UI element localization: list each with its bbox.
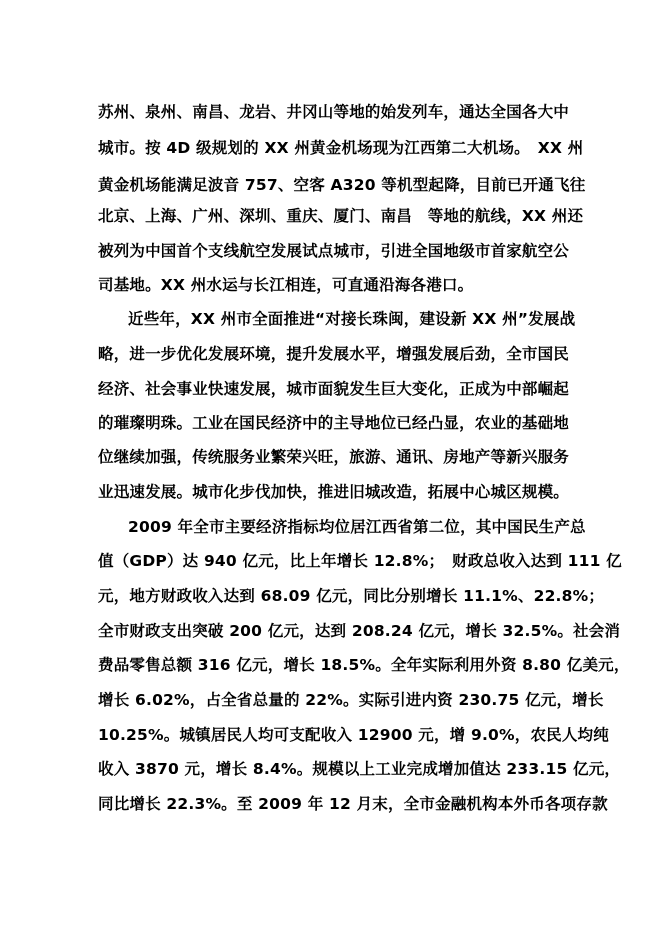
- text-line: 收入 3870 元，增长 8.4%。规模以上工业完成增加值达 233.15 亿元，: [98, 760, 621, 778]
- text-line: 全市财政支出突破 200 亿元，达到 208.24 亿元，增长 32.5%。社会消: [98, 622, 621, 640]
- text-line: 同比增长 22.3%。至 2009 年 12 月末，全市金融机构本外币各项存款: [98, 795, 608, 813]
- text-line: 被列为中国首个支线航空发展试点城市，引进全国地级市首家航空公: [98, 242, 570, 260]
- text-line: 费品零售总额 316 亿元，增长 18.5%。全年实际利用外资 8.80 亿美元，: [98, 656, 630, 674]
- text-line: 的璀璨明珠。工业在国民经济中的主导地位已经凸显，农业的基础地: [98, 414, 570, 432]
- text-line: 位继续加强，传统服务业繁荣兴旺，旅游、通讯、房地产等新兴服务: [98, 448, 570, 466]
- text-line: 经济、社会事业快速发展，城市面貌发生巨大变化，正成为中部崛起: [98, 380, 570, 398]
- text-line: 业迅速发展。城市化步伐加快，推进旧城改造，拓展中心城区规模。: [98, 483, 570, 501]
- paragraph-first-line: 近些年，XX 州市全面推进“对接长珠闽，建设新 XX 州”发展战: [128, 310, 576, 328]
- text-line: 苏州、泉州、南昌、龙岩、井冈山等地的始发列车，通达全国各大中: [98, 103, 570, 121]
- text-line: 城市。按 4D 级规划的 XX 州黄金机场现为江西第二大机场。 XX 州: [98, 139, 584, 157]
- text-line: 北京、上海、广州、深圳、重庆、厦门、南昌 等地的航线，XX 州还: [98, 207, 584, 225]
- paragraph-first-line: 2009 年全市主要经济指标均位居江西省第二位，其中国民生产总: [128, 518, 586, 536]
- text-line: 元，地方财政收入达到 68.09 亿元，同比分别增长 11.1%、22.8%；: [98, 587, 605, 605]
- text-line: 黄金机场能满足波音 757、空客 A320 等机型起降，目前已开通飞往: [98, 176, 586, 194]
- text-line: 司基地。XX 州水运与长江相连，可直通沿海各港口。: [98, 276, 474, 294]
- text-line: 值（GDP）达 940 亿元，比上年增长 12.8%； 财政总收入达到 111 亿: [98, 552, 622, 570]
- text-line: 略，进一步优化发展环境，提升发展水平，增强发展后劲，全市国民: [98, 345, 570, 363]
- text-line: 10.25%。城镇居民人均可支配收入 12900 元，增 9.0%，农民人均纯: [98, 726, 609, 744]
- text-line: 增长 6.02%，占全省总量的 22%。实际引进内资 230.75 亿元，增长: [98, 691, 604, 709]
